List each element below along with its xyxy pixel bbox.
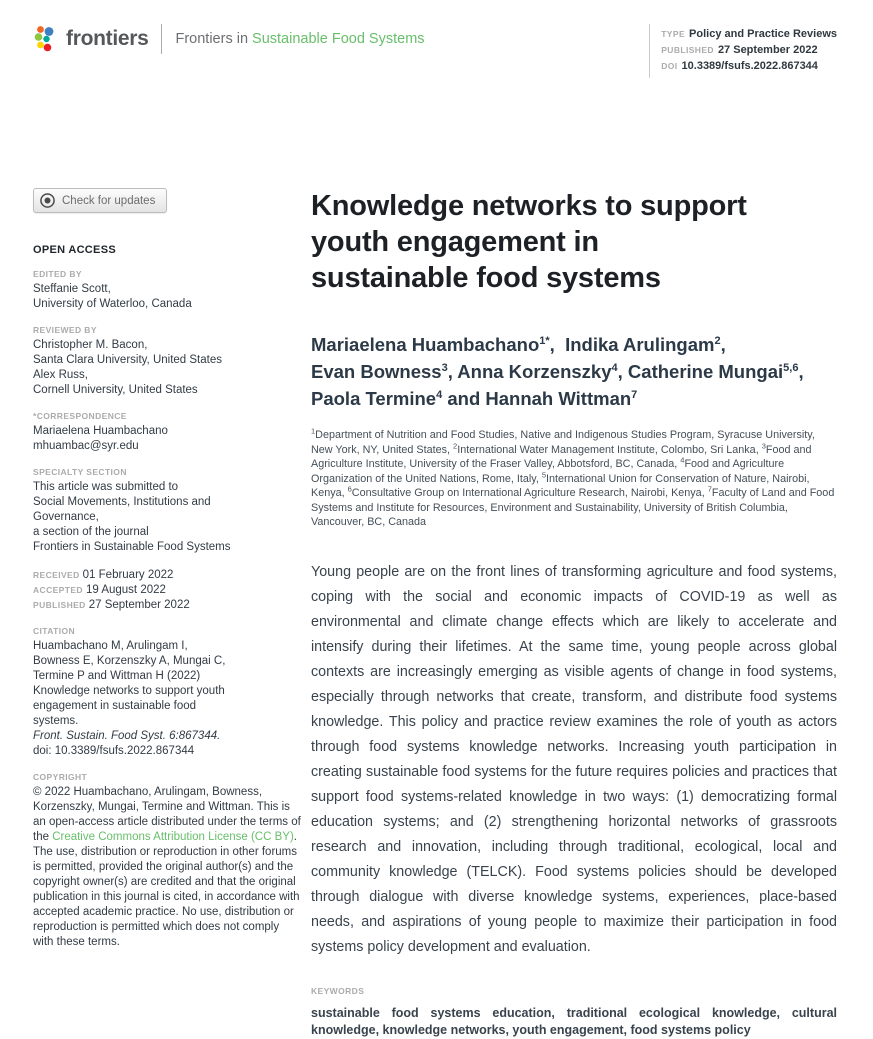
text-segment: Food and Agriculture Organization of the United Nations, Rome, Italy, <box>311 458 785 485</box>
open-access-heading: OPEN ACCESS <box>33 244 116 256</box>
meta-label: PUBLISHED <box>661 45 714 55</box>
sidebar-line: a section of the journal <box>33 526 149 538</box>
sidebar-block-label: REVIEWED BY <box>33 325 97 335</box>
header-meta-row <box>661 42 837 58</box>
sidebar-block <box>33 467 301 555</box>
sidebar-block <box>33 772 301 950</box>
sidebar-line: Christopher M. Bacon, <box>33 339 148 351</box>
sidebar-line: Bowness E, Korzenszky A, Mungai C, <box>33 655 226 667</box>
superscript: 5 <box>541 469 547 479</box>
authors <box>311 331 837 412</box>
sidebar-line: Huambachano M, Arulingam I, <box>33 640 188 652</box>
text-segment: , Anna Korzenszky <box>447 361 612 382</box>
sidebar-line: Alex Russ, <box>33 369 88 381</box>
sidebar-line: Termine P and Wittman H (2022) <box>33 670 201 682</box>
sidebar-block <box>33 626 301 759</box>
text-segment: and Hannah Wittman <box>442 388 632 409</box>
text-segment: Faculty of Land and Food Systems and Institute for Resources, Environment and Sustainability, University of British Columbia, Vancouver, BC, Canada <box>311 487 835 528</box>
article <box>311 188 837 1039</box>
title-line: sustainable food systems <box>311 262 661 294</box>
title-line: Knowledge networks to support <box>311 190 747 222</box>
article-title <box>311 188 837 296</box>
superscript: 6 <box>347 484 352 494</box>
content-columns <box>0 188 873 1039</box>
check-for-updates-label: Check for updates <box>62 194 156 207</box>
sidebar-date-row <box>33 568 301 583</box>
check-for-updates-button[interactable] <box>33 188 167 213</box>
text-segment: Food and Agriculture Institute, University of the Fraser Valley, Abbotsford, BC, Canada, <box>311 443 812 470</box>
author-line <box>311 385 837 412</box>
sidebar-date-row <box>33 598 301 613</box>
sidebar-blocks <box>33 269 301 950</box>
sidebar-block-label: COPYRIGHT <box>33 772 88 782</box>
superscript: 7 <box>707 484 712 494</box>
keywords-text: sustainable food systems education, traditional ecological knowledge, cultural knowledge, knowledge networks, youth engagement, food systems policy <box>311 1005 837 1037</box>
superscript: 3 <box>441 361 448 374</box>
sidebar-line: Social Movements, Institutions and <box>33 496 211 508</box>
superscript: 5,6 <box>783 361 799 374</box>
text-segment: Department of Nutrition and Food Studies, Native and Indigenous Studies Program, Syracuse University, New York, NY, United States, <box>311 429 815 456</box>
brand <box>33 24 425 54</box>
superscript: 1* <box>539 334 550 347</box>
frontiers-logo-icon <box>33 24 58 54</box>
meta-label: TYPE <box>661 29 686 39</box>
header-meta-list <box>649 24 837 78</box>
text-segment: , Indika Arulingam <box>549 334 715 355</box>
superscript: 4 <box>611 361 618 374</box>
sidebar-block <box>33 568 301 613</box>
sidebar-date-row <box>33 583 301 598</box>
date-value: 27 September 2022 <box>88 599 190 611</box>
superscript: 1 <box>311 426 316 436</box>
sidebar-line: Governance, <box>33 511 99 523</box>
affiliations <box>311 428 837 530</box>
keywords-label: KEYWORDS <box>311 985 365 996</box>
sidebar-line: engagement in sustainable food <box>33 700 197 712</box>
sidebar-line: Front. Sustain. Food Syst. 6:867344. <box>33 730 221 742</box>
sidebar-line: Knowledge networks to support youth <box>33 685 225 697</box>
text-segment: , Catherine Mungai <box>617 361 784 382</box>
text-segment: Consultative Group on International Agriculture Research, Nairobi, Kenya, <box>351 487 708 499</box>
sidebar-line: Cornell University, United States <box>33 384 198 396</box>
superscript: 4 <box>436 388 443 401</box>
header-meta-row <box>661 58 837 74</box>
date-label: PUBLISHED <box>33 600 86 610</box>
superscript: 2 <box>714 334 721 347</box>
sidebar-line: mhuambac@syr.edu <box>33 440 139 452</box>
text-segment: . The use, distribution or reproduction in other forums is permitted, provided the original author(s) and the copyright owner(s) are credited and that the original publication in this journal is cited, in accordance with accepted academic practice. No use, distribution or reproduction is permitted which does not comply with these terms. <box>33 831 300 948</box>
date-value: 01 February 2022 <box>82 569 174 581</box>
author-line <box>311 331 837 358</box>
text-segment: International Water Management Institute, Colombo, Sri Lanka, <box>457 443 762 456</box>
date-label: ACCEPTED <box>33 585 83 595</box>
superscript: 4 <box>680 455 685 465</box>
date-value: 19 August 2022 <box>85 584 166 596</box>
sidebar-block-label: *CORRESPONDENCE <box>33 411 127 421</box>
sidebar-line: This article was submitted to <box>33 481 179 493</box>
superscript: 7 <box>631 388 638 401</box>
sidebar-line: Mariaelena Huambachano <box>33 425 168 437</box>
sidebar-block-label: SPECIALTY SECTION <box>33 467 127 477</box>
sidebar-line: Santa Clara University, United States <box>33 354 222 366</box>
sidebar-line: Frontiers in Sustainable Food Systems <box>33 541 231 553</box>
sidebar-line: Steffanie Scott, <box>33 283 111 295</box>
text-segment: Mariaelena Huambachano <box>311 334 540 355</box>
sidebar-block <box>33 411 301 454</box>
journal-name: Sustainable Food Systems <box>252 31 425 47</box>
logo-wordmark: frontiers <box>66 27 149 50</box>
sidebar-line: systems. <box>33 715 79 727</box>
crossmark-icon <box>40 193 55 208</box>
journal-prefix: Frontiers in <box>175 31 249 47</box>
sidebar-block <box>33 325 301 398</box>
superscript: 3 <box>761 440 766 450</box>
author-line <box>311 358 837 385</box>
masthead <box>0 0 873 78</box>
text-segment: , <box>798 361 804 382</box>
sidebar <box>33 188 301 1039</box>
sidebar-line: University of Waterloo, Canada <box>33 298 192 310</box>
sidebar-line: doi: 10.3389/fsufs.2022.867344 <box>33 745 195 757</box>
title-line: youth engagement in <box>311 226 599 258</box>
text-segment: Paola Termine <box>311 388 437 409</box>
superscript: 2 <box>453 440 458 450</box>
header-meta-row <box>661 26 837 42</box>
text-segment: Evan Bowness <box>311 361 442 382</box>
meta-value: Policy and Practice Reviews <box>689 28 837 40</box>
sidebar-block-label: EDITED BY <box>33 269 82 279</box>
sidebar-block <box>33 269 301 312</box>
sidebar-block-label: CITATION <box>33 626 76 636</box>
cc-license-link[interactable]: Creative Commons Attribution License (CC BY) <box>52 831 294 843</box>
text-segment: , <box>720 334 726 355</box>
text-segment: © 2022 Huambachano, Arulingam, Bowness, Korzenszky, Mungai, Termine and Wittman. This is an open-access article distributed under the terms of the <box>33 786 301 843</box>
copyright-text <box>33 785 301 950</box>
journal-title <box>175 31 424 47</box>
date-label: RECEIVED <box>33 570 80 580</box>
meta-value: 27 September 2022 <box>717 44 818 56</box>
meta-value: 10.3389/fsufs.2022.867344 <box>681 60 818 72</box>
text-segment: International Union for Conservation of Nature, Nairobi, Kenya, <box>311 472 810 499</box>
brand-divider <box>161 24 162 54</box>
abstract-text: Young people are on the front lines of transforming agriculture and food systems, coping with the social and economic impacts of COVID-19 as well as environmental and climate change effects which are likely to accelerate and intensify during their lifetimes. At the same time, young people across global contexts are increasingly emerging as visible agents of change in food systems, especially through networks that create, transform, and distribute food systems knowledge. This policy and practice review examines the role of youth as actors through food systems knowledge networks. Increasing youth participation in creating sustainable food systems for the future requires policies and practices that support food systems-related knowledge in two ways: (1) democratizing formal education systems; and (2) strengthening horizontal networks of grassroots research and innovation, including through traditional, ecological, local and community knowledge (TELCK). Food systems policies should be developed through dialogue with diverse knowledge systems, experiences, place-based needs, and aspirations of young people to maximize their participation in food systems policy development and evaluation. <box>311 563 837 955</box>
meta-label: DOI <box>661 61 678 71</box>
